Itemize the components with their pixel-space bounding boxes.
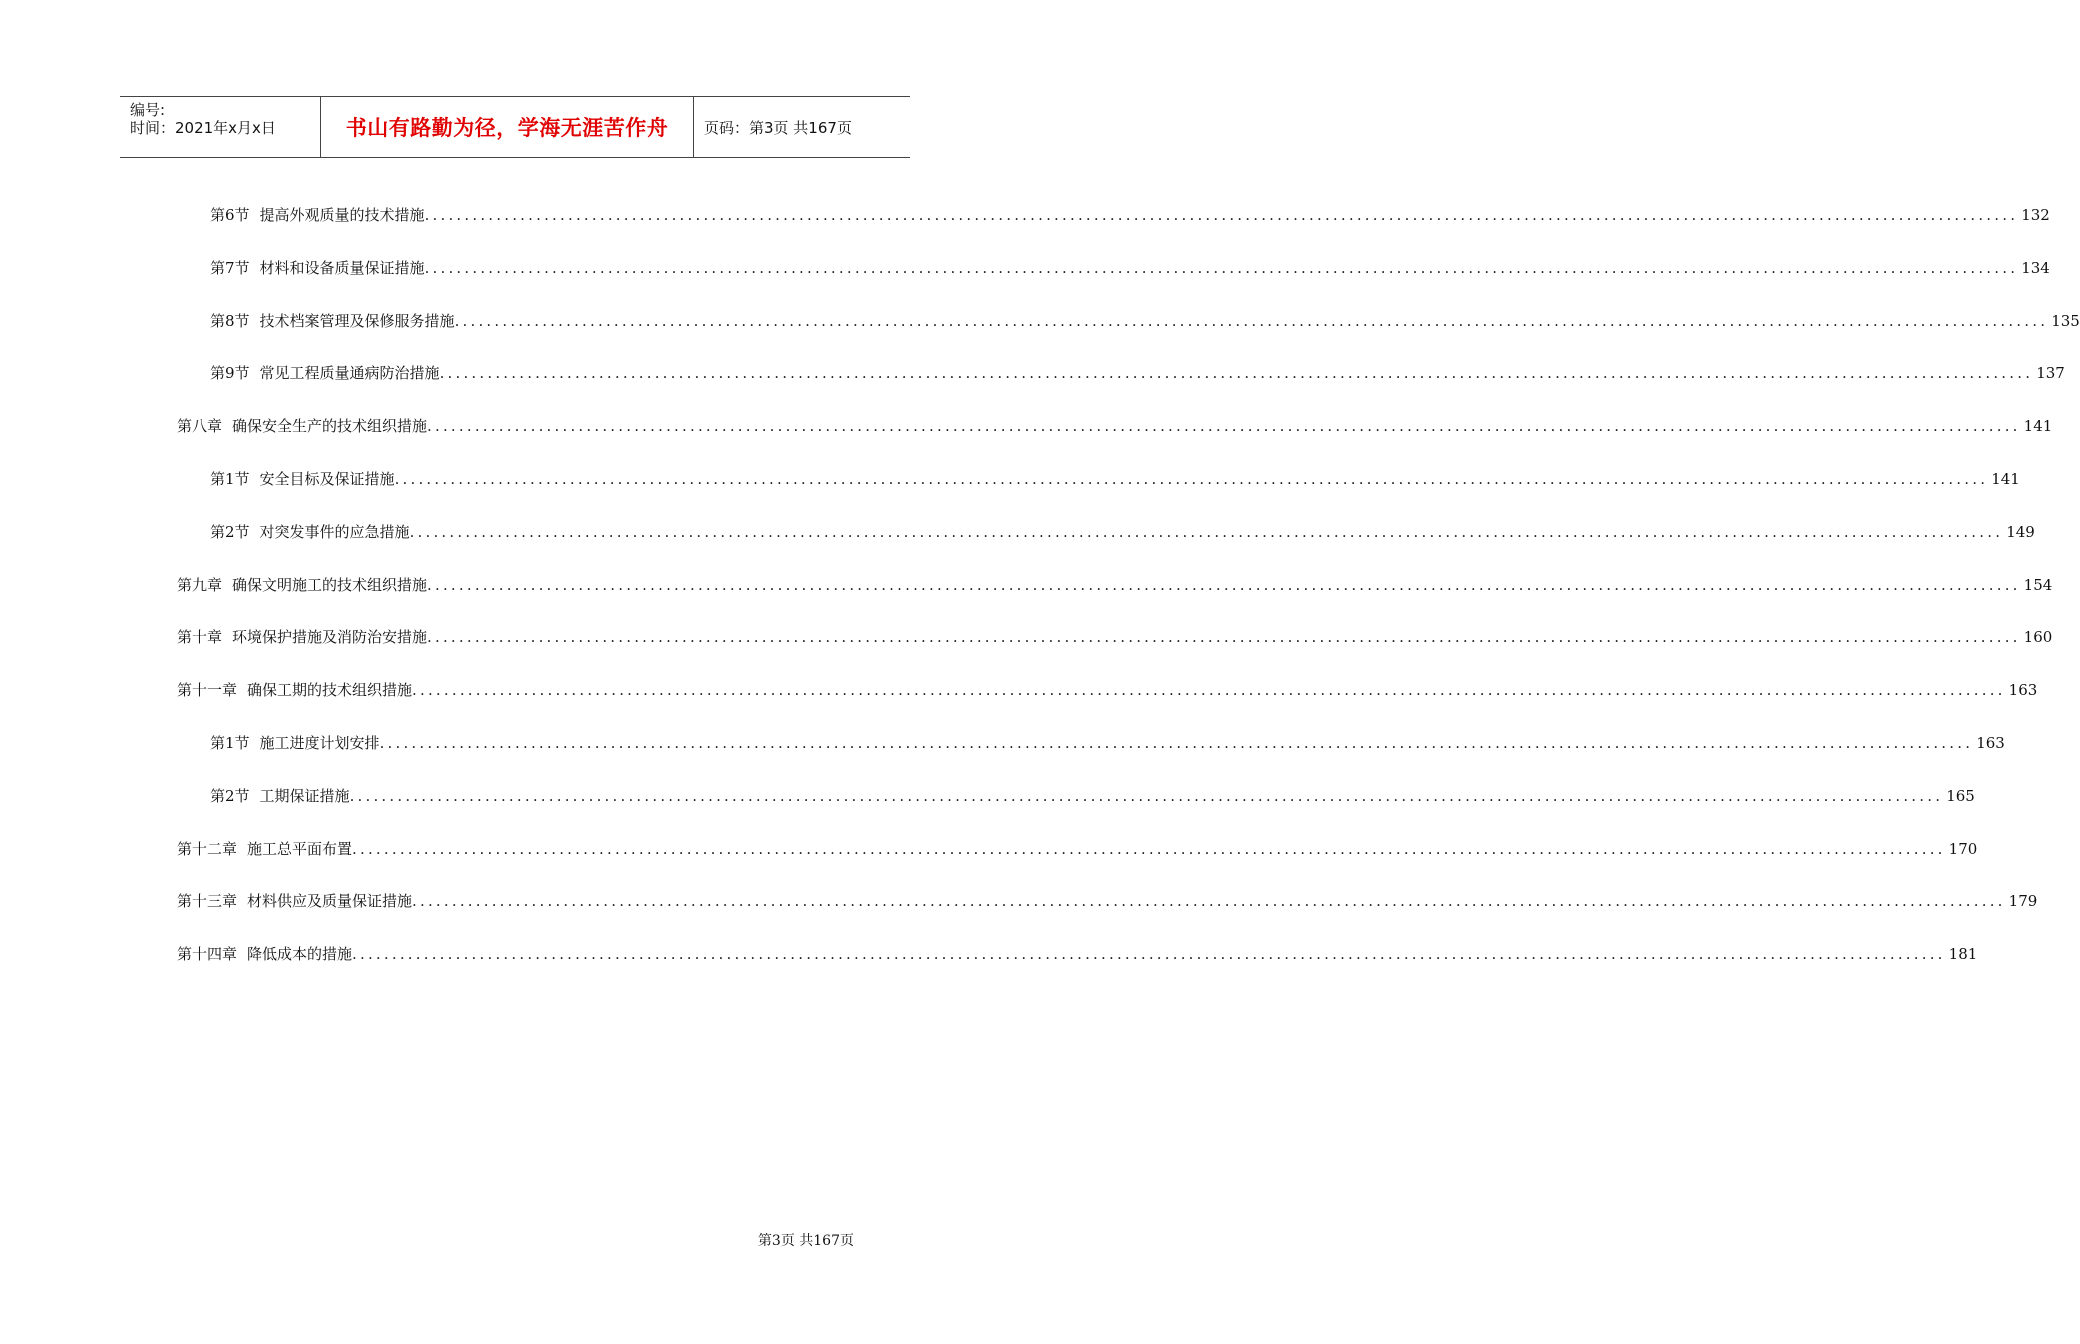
toc-entry[interactable] <box>0 626 2053 650</box>
toc-entry[interactable] <box>0 362 2065 386</box>
toc-dot-leader: ........................................................................................................................................................................................................ <box>427 575 2021 594</box>
toc-entry-title: 确保文明施工的技术组织措施 <box>232 575 428 594</box>
toc-entry-number: 第6节 <box>210 206 250 224</box>
toc-dot-leader: ........................................................................................................................................................................................................ <box>352 839 1946 858</box>
toc-entry-number: 第8节 <box>210 311 250 330</box>
toc-dot-leader: ........................................................................................................................................................................................................ <box>352 945 1946 964</box>
toc-entry-line <box>210 257 2050 278</box>
document-header <box>120 96 910 158</box>
toc-entry-line <box>210 362 2065 383</box>
toc-entry-page: 170 <box>1948 839 1978 858</box>
toc-entry-page: 179 <box>2008 892 2038 911</box>
header-page-cell <box>694 97 910 157</box>
toc-dot-leader: ........................................................................................................................................................................................................ <box>424 258 2019 277</box>
toc-entry-page: 163 <box>1976 734 2005 752</box>
toc-entry-title: 工期保证措施 <box>259 786 350 805</box>
toc-entry-page: 163 <box>2008 681 2038 700</box>
toc-entry[interactable] <box>0 204 2050 228</box>
toc-entry-page: 132 <box>2021 206 2050 224</box>
toc-entry[interactable] <box>0 943 1978 967</box>
toc-entry-number: 第十三章 <box>177 892 238 911</box>
toc-entry-title: 对突发事件的应急措施 <box>259 522 410 541</box>
toc-dot-leader: ........................................................................................................................................................................................................ <box>379 734 1974 752</box>
toc-entry-number: 第八章 <box>177 417 223 436</box>
toc-dot-leader: ........................................................................................................................................................................................................ <box>409 522 2004 541</box>
toc-entry-line <box>177 943 1978 964</box>
toc-entry-number: 第十一章 <box>177 681 238 700</box>
toc-entry-page: 154 <box>2023 575 2053 594</box>
toc-entry[interactable] <box>0 415 2053 439</box>
toc-entry-title: 技术档案管理及保修服务措施 <box>259 311 455 330</box>
toc-entry-page: 160 <box>2023 628 2053 647</box>
motto-text: 书山有路勤为径，学海无涯苦作舟 <box>345 116 669 140</box>
time-label: 时间：2021年x月x日 <box>130 119 276 137</box>
toc-entry-number: 第1节 <box>210 734 250 752</box>
toc-entry-title: 环境保护措施及消防治安措施 <box>232 628 428 647</box>
toc-entry-line <box>210 468 2020 489</box>
header-info-cell <box>120 97 321 157</box>
toc-entry[interactable] <box>0 257 2050 281</box>
toc-entry-number: 第9节 <box>210 364 250 383</box>
toc-entry-line <box>177 890 2038 911</box>
toc-dot-leader: ........................................................................................................................................................................................................ <box>394 470 1989 488</box>
header-motto-cell <box>321 97 694 157</box>
toc-entry-line <box>210 785 1975 806</box>
toc-entry-page: 181 <box>1948 945 1978 964</box>
toc-dot-leader: ........................................................................................................................................................................................................ <box>424 206 2019 224</box>
toc-entry-title: 施工总平面布置 <box>247 839 353 858</box>
toc-entry-line <box>210 521 2035 542</box>
toc-entry-number: 第九章 <box>177 575 223 594</box>
toc-entry-page: 135 <box>2051 311 2080 330</box>
toc-dot-leader: ........................................................................................................................................................................................................ <box>412 892 2006 911</box>
toc-entry[interactable] <box>0 468 2020 492</box>
toc-entry-title: 常见工程质量通病防治措施 <box>259 364 440 383</box>
toc-entry[interactable] <box>0 574 2053 598</box>
toc-dot-leader: ........................................................................................................................................................................................................ <box>427 628 2021 647</box>
toc-entry-line <box>177 838 1978 859</box>
toc-entry-page: 137 <box>2036 364 2065 383</box>
toc-entry[interactable] <box>0 838 1978 862</box>
toc-entry-number: 第7节 <box>210 258 250 277</box>
page-footer <box>758 1230 854 1250</box>
toc-entry[interactable] <box>0 890 2038 914</box>
toc-dot-leader: ........................................................................................................................................................................................................ <box>427 417 2021 436</box>
toc-entry[interactable] <box>0 732 2005 756</box>
toc-entry-line <box>177 415 2053 436</box>
footer-page-label: 第3页 共167页 <box>757 1233 854 1249</box>
toc-entry-page: 149 <box>2006 522 2035 541</box>
toc-entry-page: 134 <box>2021 258 2050 277</box>
toc-entry-page: 141 <box>1991 470 2020 488</box>
header-page-label: 页码：第3页 共167页 <box>704 118 852 137</box>
toc-entry[interactable] <box>0 310 2080 334</box>
toc-entry-title: 施工进度计划安排 <box>259 734 380 752</box>
toc-entry-number: 第1节 <box>210 470 250 488</box>
toc-entry-title: 确保安全生产的技术组织措施 <box>232 417 428 436</box>
toc-entry-title: 确保工期的技术组织措施 <box>247 681 413 700</box>
toc-entry-line <box>210 732 2005 753</box>
toc-entry-title: 降低成本的措施 <box>247 945 353 964</box>
toc-entry-line <box>210 310 2080 331</box>
number-label: 编号: <box>130 101 166 119</box>
toc-entry[interactable] <box>0 521 2035 545</box>
toc-entry-title: 材料供应及质量保证措施 <box>247 892 413 911</box>
toc-entry[interactable] <box>0 679 2038 703</box>
toc-entry-page: 165 <box>1946 786 1975 805</box>
toc-entry-number: 第十四章 <box>177 945 238 964</box>
toc-entry-number: 第十二章 <box>177 839 238 858</box>
toc-dot-leader: ........................................................................................................................................................................................................ <box>349 786 1944 805</box>
toc-entry-page: 141 <box>2023 417 2053 436</box>
toc-entry[interactable] <box>0 785 1975 809</box>
toc-entry-line <box>177 626 2053 647</box>
toc-entry-line <box>210 204 2050 225</box>
toc-entry-number: 第2节 <box>210 786 250 805</box>
toc-entry-number: 第十章 <box>177 628 223 647</box>
toc-entry-title: 提高外观质量的技术措施 <box>259 206 425 224</box>
toc-dot-leader: ........................................................................................................................................................................................................ <box>412 681 2006 700</box>
toc-dot-leader: ........................................................................................................................................................................................................ <box>454 311 2049 330</box>
toc-entry-line <box>177 574 2053 595</box>
toc-entry-number: 第2节 <box>210 522 250 541</box>
toc-entry-title: 材料和设备质量保证措施 <box>259 258 425 277</box>
toc-entry-line <box>177 679 2038 700</box>
toc-dot-leader: ........................................................................................................................................................................................................ <box>439 364 2034 383</box>
toc-entry-title: 安全目标及保证措施 <box>259 470 395 488</box>
